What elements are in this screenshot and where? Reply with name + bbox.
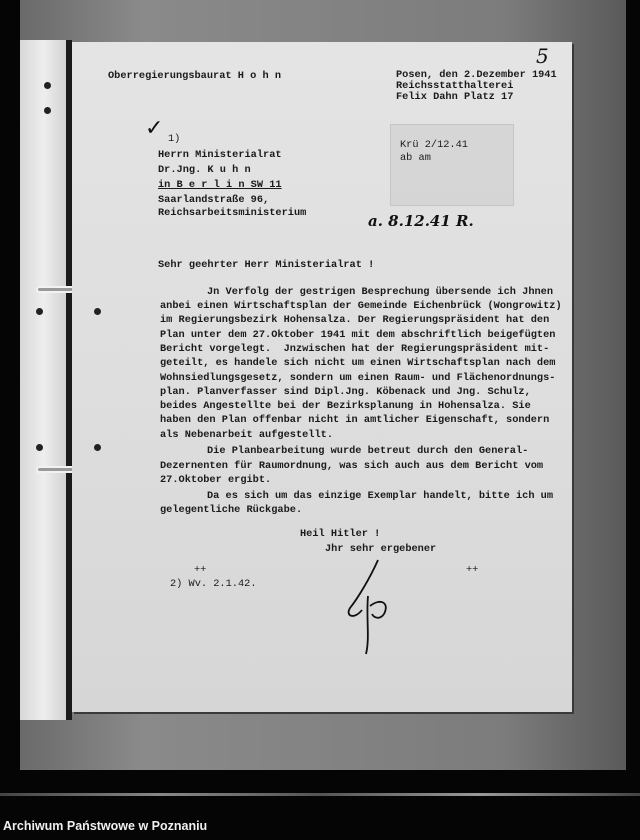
punch-hole — [44, 107, 51, 114]
punch-hole — [94, 308, 101, 315]
body-line: im Regierungsbezirk Hohensalza. Der Regierungspräsident hat den — [160, 314, 550, 326]
body-line: als Nebenarbeit aufgestellt. — [160, 429, 334, 441]
page-number: 5 — [536, 44, 549, 68]
body-line: Wohnsiedlungsgesetz, sondern um einen Raum- und Flächenordnungs- — [160, 372, 556, 384]
marks: ++ — [466, 564, 479, 576]
recipient-line: Reichsarbeitsministerium — [158, 207, 307, 219]
punch-hole — [94, 444, 101, 451]
body-line: Da es sich um das einzige Exemplar handelt, bitte ich um — [207, 490, 554, 502]
place-date: Posen, den 2.Dezember 1941 — [396, 69, 557, 81]
handwritten-note: a. 8.12.41 R. — [368, 212, 474, 230]
marks: ++ — [194, 564, 207, 576]
binder-strip — [20, 40, 68, 720]
recipient-line: Herrn Ministerialrat — [158, 149, 282, 161]
item-2: 2) Wv. 2.1.42. — [170, 578, 257, 590]
salutation: Sehr geehrter Herr Ministerialrat ! — [158, 259, 375, 271]
recipient-line: Saarlandstraße 96, — [158, 194, 270, 206]
punch-hole — [44, 82, 51, 89]
body-line: plan. Planverfasser sind Dipl.Jng. Köbenack und Jng. Schulz, — [160, 386, 531, 398]
recipient-line: Dr.Jng. K u h n — [158, 164, 251, 176]
body-line: Bericht vorgelegt. Jnzwischen hat der Regierungspräsident mit- — [160, 343, 550, 355]
stamp-line: Krü 2/12.41 — [400, 139, 468, 151]
film-edge — [0, 793, 640, 796]
body-line: gelegentliche Rückgabe. — [160, 504, 303, 516]
body-line: Plan unter dem 27.Oktober 1941 mit dem abschriftlich beigefügten — [160, 329, 556, 341]
closing: Heil Hitler ! — [300, 528, 381, 540]
body-line: Die Planbearbeitung wurde betreut durch den General- — [207, 445, 529, 457]
punch-hole — [36, 308, 43, 315]
body-line: 27.Oktober ergibt. — [160, 474, 272, 486]
body-line: geteilt, es handele sich nicht um einen Wirtschaftsplan nach dem — [160, 357, 556, 369]
archive-credit: Archiwum Państwowe w Poznaniu — [3, 819, 208, 833]
body-line: Jn Verfolg der gestrigen Besprechung übersende ich Jhnen — [207, 286, 554, 298]
office-address: Felix Dahn Platz 17 — [396, 91, 514, 103]
body-line: beides Angestellte bei der Bezirksplanung in Hohensalza. Sie — [160, 400, 531, 412]
item-1: 1) — [168, 133, 181, 145]
body-line: anbei einen Wirtschaftsplan der Gemeinde Eichenbrück (Wongrowitz) — [160, 300, 562, 312]
body-line: Dezernenten für Raumordnung, was sich auch aus dem Bericht vom — [160, 460, 544, 472]
sender: Oberregierungsbaurat H o h n — [108, 70, 282, 82]
check-mark: ✓ — [145, 116, 164, 141]
closing-2: Jhr sehr ergebener — [325, 543, 437, 555]
signature — [340, 558, 400, 658]
punch-hole — [36, 444, 43, 451]
office: Reichsstatthalterei — [396, 80, 514, 92]
stamp-line: ab am — [400, 152, 431, 164]
recipient-city: in B e r l i n SW 11 — [158, 179, 282, 191]
body-line: haben den Plan offenbar nicht in amtlicher Eigenschaft, sondern — [160, 414, 550, 426]
receipt-stamp — [390, 124, 514, 206]
